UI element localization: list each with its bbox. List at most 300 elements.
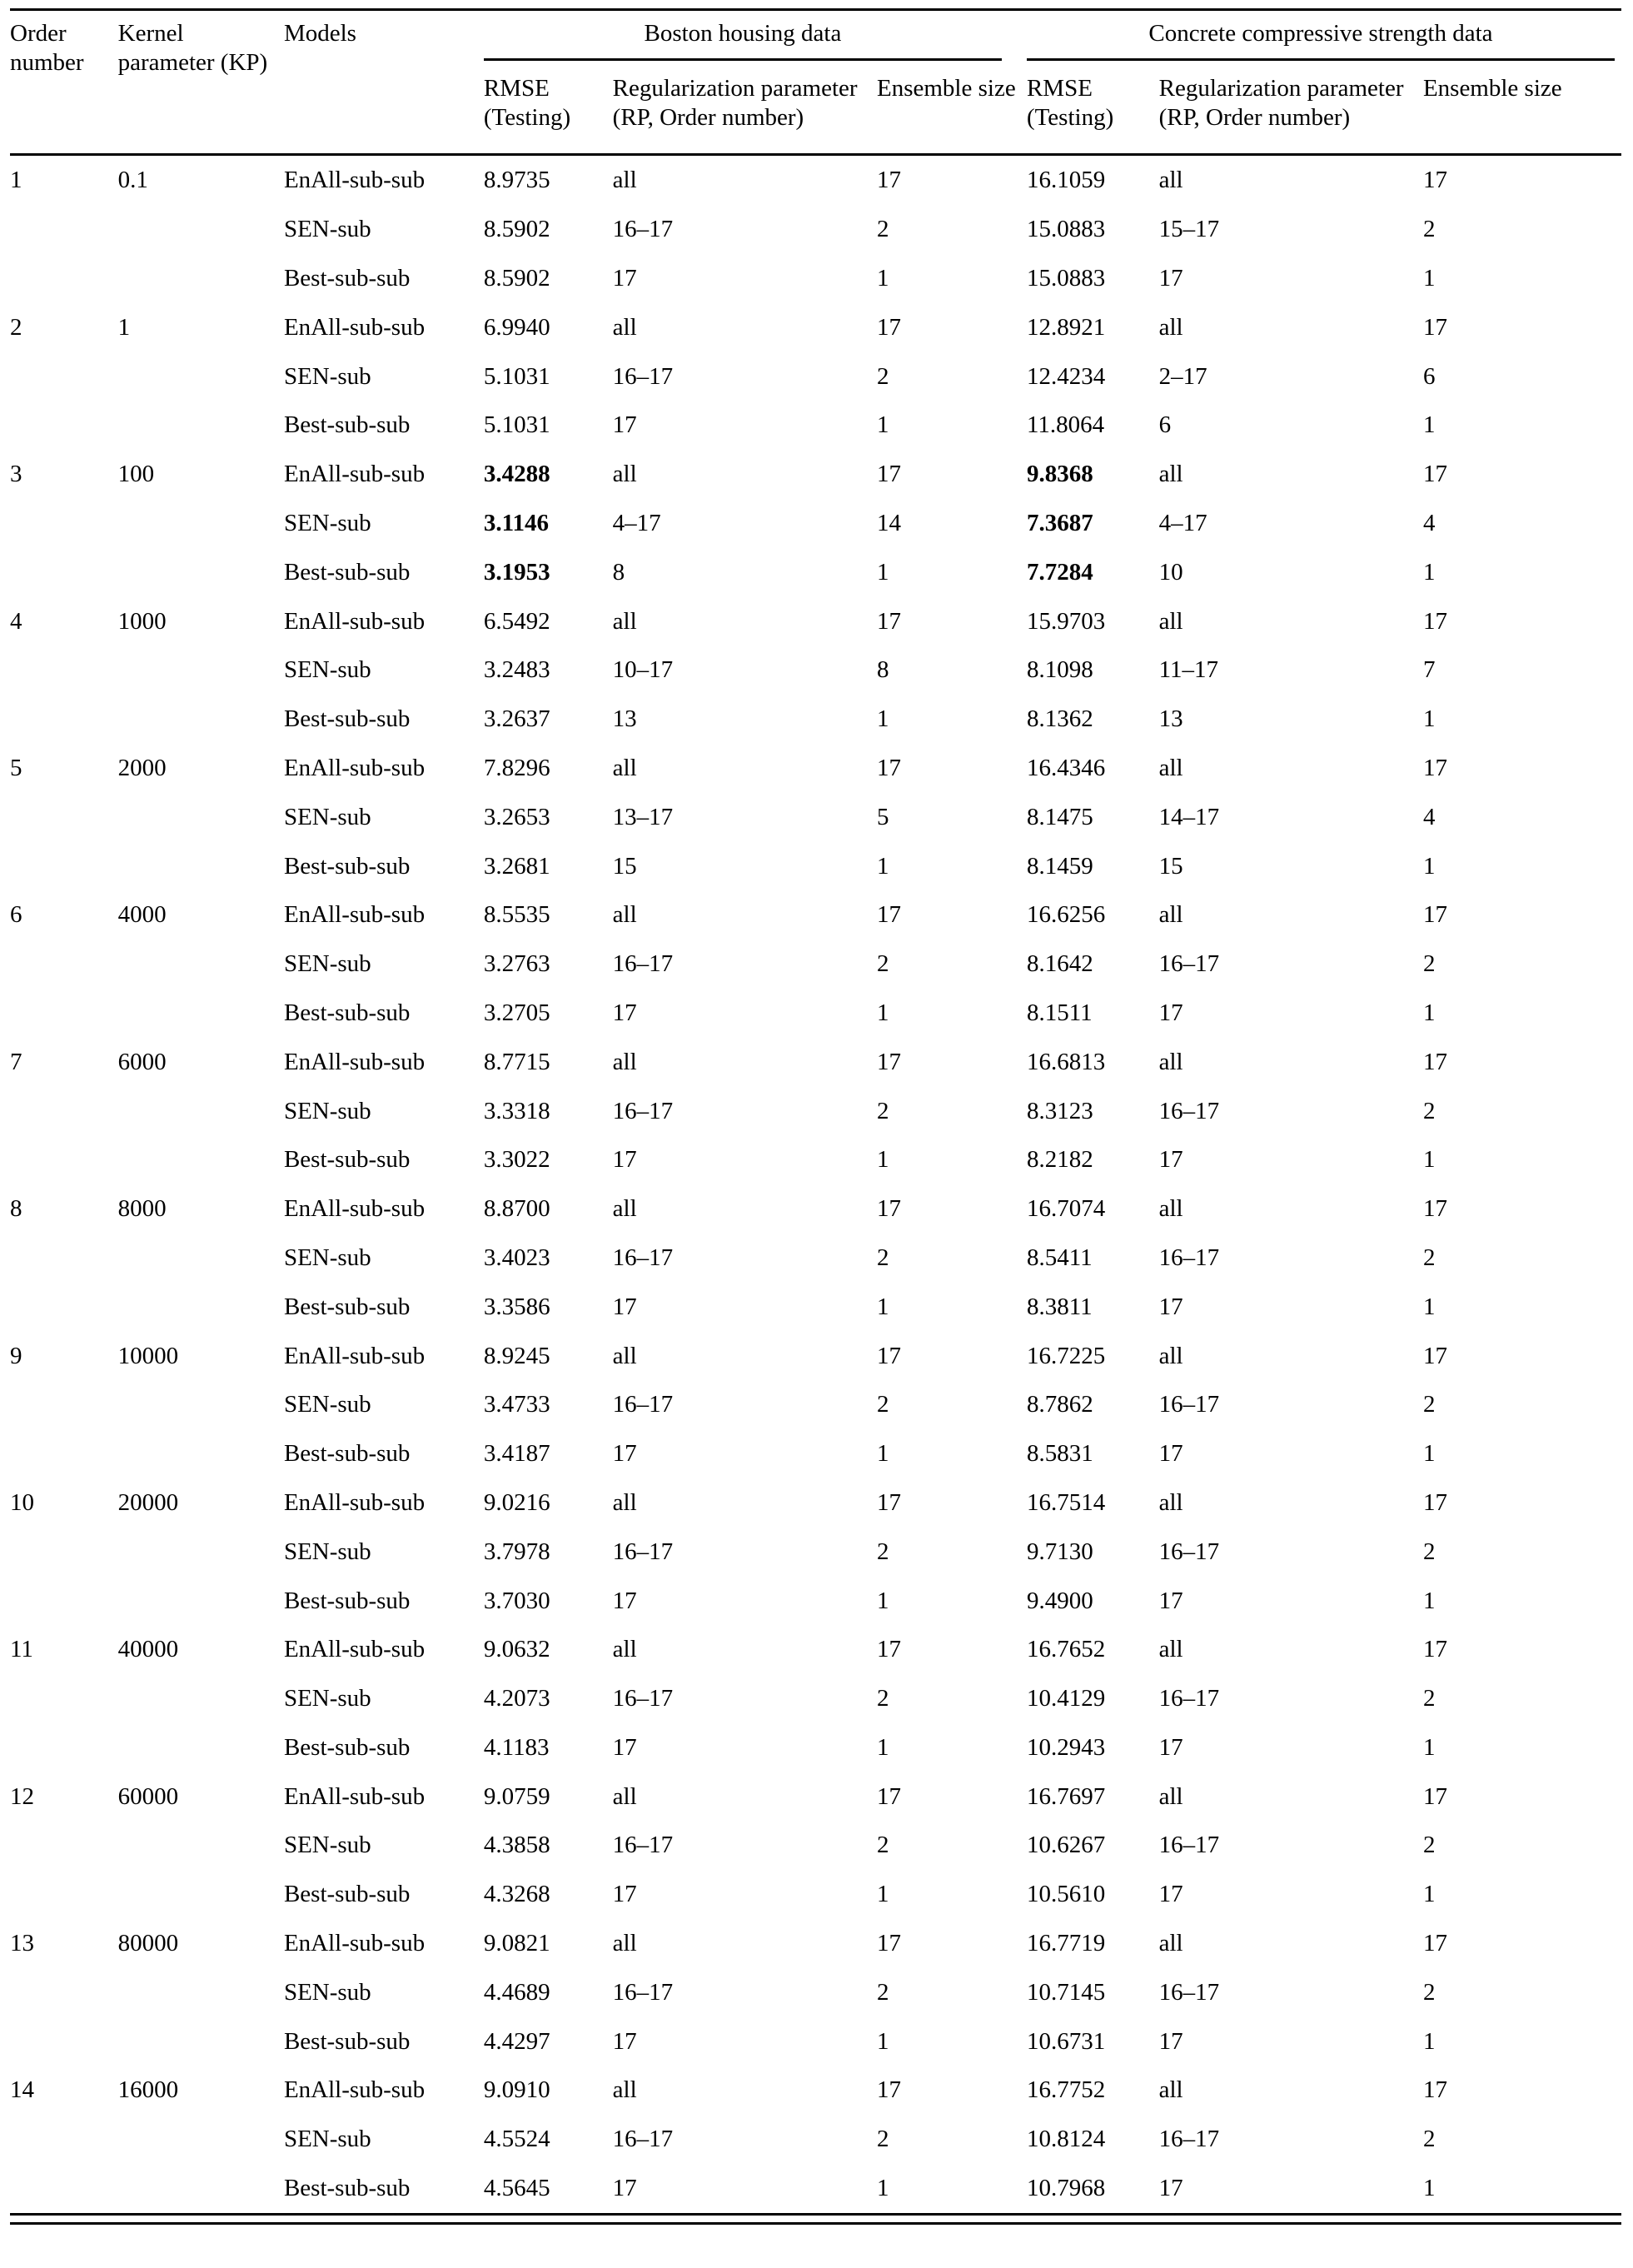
cell-boston-ensemble: 17 — [877, 1195, 901, 1223]
cell-concrete-rmse: 8.5831 — [1026, 1440, 1093, 1468]
cell-model: Best-sub-sub — [283, 264, 411, 292]
cell-boston-ensemble: 2 — [877, 362, 889, 390]
cell-boston-ensemble: 1 — [877, 705, 889, 733]
col-header-boston-rmse: RMSE (Testing) — [484, 61, 613, 155]
cell-concrete-rmse: 15.9703 — [1026, 607, 1106, 635]
cell-concrete-rp: 2–17 — [1158, 362, 1207, 390]
cell-boston-rmse: 3.3022 — [483, 1146, 550, 1174]
cell-order-number: 12 — [10, 1782, 34, 1810]
cell-model: SEN-sub — [283, 216, 371, 243]
cell-boston-rp: all — [612, 1048, 637, 1075]
cell-concrete-rmse: 8.1098 — [1026, 656, 1093, 684]
cell-kernel-parameter — [118, 1870, 284, 1919]
cell-concrete-rmse: 16.1059 — [1026, 167, 1106, 194]
cell-boston-rmse: 3.3586 — [483, 1293, 550, 1320]
cell-boston-rp: all — [612, 754, 637, 781]
cell-order-number — [10, 646, 118, 695]
cell-boston-rmse: 3.2637 — [483, 705, 550, 733]
cell-boston-ensemble: 1 — [877, 2027, 889, 2055]
col-header-order-number: Order number — [10, 10, 118, 155]
cell-kernel-parameter — [118, 499, 284, 548]
cell-model: Best-sub-sub — [283, 2027, 411, 2055]
cell-model: Best-sub-sub — [283, 705, 411, 733]
table-row — [10, 352, 1621, 401]
cell-order-number — [10, 793, 118, 842]
cell-boston-rmse: 3.2653 — [483, 803, 550, 830]
cell-boston-rp: all — [612, 1195, 637, 1223]
cell-concrete-ensemble: 1 — [1422, 411, 1436, 439]
cell-concrete-rp: 16–17 — [1158, 1244, 1220, 1271]
cell-model: Best-sub-sub — [283, 1293, 411, 1320]
cell-boston-rmse: 4.4689 — [483, 1978, 550, 2006]
cell-concrete-ensemble: 1 — [1422, 1146, 1436, 1174]
cell-concrete-ensemble: 2 — [1422, 1244, 1436, 1271]
cell-concrete-rmse: 8.3811 — [1026, 1293, 1093, 1320]
cell-concrete-rmse: 15.0883 — [1026, 264, 1106, 292]
table-row — [10, 1625, 1621, 1674]
cell-boston-ensemble: 14 — [877, 509, 901, 536]
cell-kernel-parameter: 8000 — [117, 1195, 167, 1223]
cell-model: EnAll-sub-sub — [283, 167, 426, 194]
cell-boston-rmse: 8.9735 — [483, 167, 550, 194]
cell-concrete-ensemble: 17 — [1422, 313, 1447, 341]
col-header-kernel-parameter: Kernel parameter (KP) — [118, 10, 284, 155]
cell-boston-rmse: 4.3268 — [483, 1881, 550, 1908]
cell-model: SEN-sub — [283, 2126, 371, 2153]
cell-concrete-ensemble: 17 — [1422, 901, 1447, 929]
cell-concrete-rp: 16–17 — [1158, 2126, 1220, 2153]
cell-order-number: 3 — [10, 461, 22, 488]
cell-concrete-rp: all — [1158, 461, 1183, 488]
cell-model: EnAll-sub-sub — [283, 1488, 426, 1516]
cell-boston-rmse: 4.2073 — [483, 1685, 550, 1712]
cell-order-number — [10, 940, 118, 989]
cell-model: Best-sub-sub — [283, 2175, 411, 2202]
cell-boston-rmse: 9.0821 — [483, 1930, 550, 1957]
cell-concrete-ensemble: 1 — [1422, 558, 1436, 586]
cell-boston-rp: 17 — [612, 1440, 637, 1468]
cell-concrete-ensemble: 1 — [1422, 999, 1436, 1026]
cell-boston-ensemble: 1 — [877, 999, 889, 1026]
cell-concrete-rmse: 15.0883 — [1026, 216, 1106, 243]
cell-kernel-parameter — [118, 646, 284, 695]
table-row — [10, 842, 1621, 891]
cell-model: SEN-sub — [283, 656, 371, 684]
cell-model: SEN-sub — [283, 1685, 371, 1712]
cell-kernel-parameter — [118, 842, 284, 891]
cell-concrete-ensemble: 17 — [1422, 1636, 1447, 1663]
cell-boston-rp: 17 — [612, 411, 637, 439]
cell-boston-ensemble: 2 — [877, 2126, 889, 2153]
cell-concrete-rp: 16–17 — [1158, 1685, 1220, 1712]
paper-table-page — [10, 8, 1621, 2225]
cell-boston-rmse: 3.4288 — [483, 461, 550, 488]
cell-boston-rp: 17 — [612, 1881, 637, 1908]
cell-model: SEN-sub — [283, 362, 371, 390]
cell-concrete-ensemble: 1 — [1422, 2175, 1436, 2202]
cell-model: Best-sub-sub — [283, 558, 411, 586]
cell-boston-ensemble: 1 — [877, 411, 889, 439]
cell-kernel-parameter — [118, 2115, 284, 2164]
cell-model: EnAll-sub-sub — [283, 1782, 426, 1810]
cell-boston-rmse: 3.2483 — [483, 656, 550, 684]
cell-concrete-rmse: 8.1362 — [1026, 705, 1093, 733]
cell-concrete-ensemble: 17 — [1422, 1488, 1447, 1516]
table-header — [10, 10, 1621, 155]
cell-concrete-ensemble: 17 — [1422, 167, 1447, 194]
cell-boston-ensemble: 8 — [877, 656, 889, 684]
cell-boston-ensemble: 2 — [877, 1832, 889, 1859]
cell-order-number: 6 — [10, 901, 22, 929]
cell-order-number — [10, 352, 118, 401]
cell-boston-ensemble: 17 — [877, 313, 901, 341]
table-row — [10, 499, 1621, 548]
cell-concrete-rp: 6 — [1158, 411, 1172, 439]
cell-concrete-ensemble: 1 — [1422, 705, 1436, 733]
cell-kernel-parameter: 1000 — [117, 607, 167, 635]
cell-concrete-rmse: 8.1511 — [1026, 999, 1093, 1026]
cell-boston-ensemble: 17 — [877, 1048, 901, 1075]
cell-kernel-parameter: 0.1 — [117, 167, 148, 194]
cell-concrete-ensemble: 1 — [1422, 1293, 1436, 1320]
cell-boston-ensemble: 1 — [877, 852, 889, 880]
cell-kernel-parameter — [118, 989, 284, 1038]
cell-concrete-rmse: 11.8064 — [1026, 411, 1105, 439]
table-row — [10, 940, 1621, 989]
cell-order-number — [10, 1577, 118, 1626]
table-body — [10, 155, 1621, 2213]
cell-concrete-rp: 17 — [1158, 1881, 1183, 1908]
cell-boston-rmse: 3.4733 — [483, 1391, 550, 1418]
cell-kernel-parameter — [118, 1429, 284, 1478]
cell-concrete-ensemble: 17 — [1422, 1782, 1447, 1810]
cell-boston-rmse: 8.7715 — [483, 1048, 550, 1075]
table-row — [10, 1332, 1621, 1381]
cell-concrete-rp: all — [1158, 1930, 1183, 1957]
cell-model: EnAll-sub-sub — [283, 1342, 426, 1369]
cell-concrete-rp: 16–17 — [1158, 1832, 1220, 1859]
cell-order-number — [10, 2115, 118, 2164]
table-row — [10, 2115, 1621, 2164]
cell-boston-rp: all — [612, 607, 637, 635]
table-row — [10, 1870, 1621, 1919]
cell-boston-ensemble: 1 — [877, 264, 889, 292]
cell-kernel-parameter — [118, 1380, 284, 1429]
cell-boston-rp: 8 — [612, 558, 625, 586]
cell-concrete-rp: all — [1158, 167, 1183, 194]
cell-kernel-parameter — [118, 1723, 284, 1772]
cell-concrete-rp: all — [1158, 1488, 1183, 1516]
cell-model: Best-sub-sub — [283, 852, 411, 880]
cell-order-number — [10, 842, 118, 891]
cell-concrete-rmse: 10.5610 — [1026, 1881, 1106, 1908]
cell-kernel-parameter — [118, 254, 284, 303]
cell-boston-rmse: 7.8296 — [483, 754, 550, 781]
cell-boston-rp: 4–17 — [612, 509, 661, 536]
cell-concrete-rmse: 10.7145 — [1026, 1978, 1106, 2006]
cell-order-number — [10, 1821, 118, 1870]
cell-concrete-rmse: 7.7284 — [1026, 558, 1093, 586]
cell-boston-rp: 17 — [612, 2027, 637, 2055]
cell-order-number: 7 — [10, 1048, 22, 1075]
cell-concrete-ensemble: 2 — [1422, 2126, 1436, 2153]
cell-boston-rmse: 6.9940 — [483, 313, 550, 341]
cell-concrete-rp: all — [1158, 1782, 1183, 1810]
cell-order-number — [10, 1283, 118, 1332]
col-header-boston-rp: Regularization parameter (RP, Order number) — [613, 61, 877, 155]
cell-concrete-ensemble: 17 — [1422, 461, 1447, 488]
cell-kernel-parameter: 80000 — [117, 1930, 179, 1957]
cell-boston-ensemble: 17 — [877, 461, 901, 488]
cell-model: EnAll-sub-sub — [283, 1048, 426, 1075]
cell-model: SEN-sub — [283, 950, 371, 978]
cell-concrete-rp: all — [1158, 901, 1183, 929]
cell-boston-ensemble: 2 — [877, 1244, 889, 1271]
table-row — [10, 1234, 1621, 1283]
cell-boston-rmse: 4.5645 — [483, 2175, 550, 2202]
cell-concrete-rmse: 9.8368 — [1026, 461, 1093, 488]
cell-boston-rp: 13–17 — [612, 803, 674, 830]
cell-kernel-parameter — [118, 401, 284, 450]
cell-model: Best-sub-sub — [283, 411, 411, 439]
cell-order-number — [10, 989, 118, 1038]
cell-concrete-ensemble: 2 — [1422, 216, 1436, 243]
cell-model: Best-sub-sub — [283, 999, 411, 1026]
cell-boston-rmse: 8.5902 — [483, 264, 550, 292]
cell-boston-rmse: 3.7978 — [483, 1538, 550, 1565]
cell-boston-rmse: 3.4023 — [483, 1244, 550, 1271]
cell-concrete-ensemble: 17 — [1422, 607, 1447, 635]
table-row — [10, 597, 1621, 646]
cell-concrete-rmse: 8.1642 — [1026, 950, 1093, 978]
cell-order-number — [10, 1528, 118, 1577]
table-row — [10, 1135, 1621, 1184]
cell-kernel-parameter — [118, 1577, 284, 1626]
cell-concrete-rp: 11–17 — [1158, 656, 1219, 684]
col-header-boston-ensemble: Ensemble size — [877, 61, 1027, 155]
cell-order-number — [10, 1135, 118, 1184]
cell-boston-rmse: 8.5535 — [483, 901, 550, 929]
cell-order-number: 9 — [10, 1342, 22, 1369]
cell-boston-rp: 17 — [612, 999, 637, 1026]
table-row — [10, 1968, 1621, 2017]
table-row — [10, 744, 1621, 793]
table-row — [10, 1038, 1621, 1087]
cell-concrete-rmse: 16.7697 — [1026, 1782, 1106, 1810]
cell-concrete-rp: 17 — [1158, 1587, 1183, 1614]
group-header-boston — [484, 10, 1027, 61]
cell-order-number — [10, 401, 118, 450]
cell-boston-rmse: 8.9245 — [483, 1342, 550, 1369]
cell-boston-ensemble: 1 — [877, 1587, 889, 1614]
cell-kernel-parameter — [118, 1087, 284, 1136]
cell-kernel-parameter — [118, 940, 284, 989]
cell-order-number — [10, 1234, 118, 1283]
table-bottom-rule — [10, 2213, 1621, 2225]
cell-boston-ensemble: 2 — [877, 950, 889, 978]
cell-boston-ensemble: 1 — [877, 1881, 889, 1908]
cell-kernel-parameter: 10000 — [117, 1342, 179, 1369]
cell-concrete-rp: all — [1158, 607, 1183, 635]
cell-boston-rmse: 3.2705 — [483, 999, 550, 1026]
cell-model: EnAll-sub-sub — [283, 1930, 426, 1957]
cell-model: EnAll-sub-sub — [283, 607, 426, 635]
cell-concrete-ensemble: 17 — [1422, 1930, 1447, 1957]
cell-kernel-parameter — [118, 793, 284, 842]
cell-concrete-rmse: 9.4900 — [1026, 1587, 1093, 1614]
cell-boston-rmse: 3.2681 — [483, 852, 550, 880]
cell-kernel-parameter — [118, 1135, 284, 1184]
cell-boston-ensemble: 2 — [877, 1097, 889, 1124]
cell-boston-rmse: 9.0910 — [483, 2076, 550, 2104]
cell-boston-ensemble: 17 — [877, 1930, 901, 1957]
cell-model: Best-sub-sub — [283, 1587, 411, 1614]
cell-concrete-rp: 16–17 — [1158, 1978, 1220, 2006]
cell-concrete-ensemble: 2 — [1422, 1391, 1436, 1418]
table-row — [10, 1821, 1621, 1870]
group-header-concrete-label: Concrete compressive strength data — [1027, 19, 1615, 61]
table-row — [10, 1528, 1621, 1577]
cell-kernel-parameter: 16000 — [117, 2076, 179, 2104]
table-row — [10, 1772, 1621, 1822]
cell-boston-rmse: 9.0632 — [483, 1636, 550, 1663]
cell-boston-rmse: 3.1146 — [483, 509, 550, 536]
cell-boston-ensemble: 17 — [877, 1342, 901, 1369]
cell-boston-rmse: 5.1031 — [483, 411, 550, 439]
cell-order-number: 5 — [10, 754, 22, 781]
cell-concrete-rmse: 16.4346 — [1026, 754, 1106, 781]
cell-concrete-ensemble: 4 — [1422, 803, 1436, 830]
cell-concrete-ensemble: 1 — [1422, 2027, 1436, 2055]
cell-kernel-parameter: 4000 — [117, 901, 167, 929]
table-row — [10, 695, 1621, 744]
cell-concrete-rp: 14–17 — [1158, 803, 1220, 830]
cell-concrete-rp: 17 — [1158, 1440, 1183, 1468]
cell-order-number — [10, 1968, 118, 2017]
cell-order-number: 4 — [10, 607, 22, 635]
table-row — [10, 890, 1621, 940]
cell-concrete-rp: 17 — [1158, 1293, 1183, 1320]
cell-kernel-parameter: 100 — [117, 461, 155, 488]
cell-concrete-rp: all — [1158, 313, 1183, 341]
cell-order-number — [10, 2017, 118, 2066]
table-row — [10, 254, 1621, 303]
cell-concrete-rmse: 10.8124 — [1026, 2126, 1106, 2153]
cell-concrete-rp: 10 — [1158, 558, 1183, 586]
cell-concrete-rp: 17 — [1158, 264, 1183, 292]
cell-model: Best-sub-sub — [283, 1146, 411, 1174]
cell-concrete-ensemble: 2 — [1422, 1685, 1436, 1712]
cell-boston-rp: 16–17 — [612, 1244, 674, 1271]
cell-boston-ensemble: 2 — [877, 1685, 889, 1712]
cell-model: EnAll-sub-sub — [283, 1195, 426, 1223]
cell-kernel-parameter — [118, 548, 284, 597]
table-row — [10, 2017, 1621, 2066]
cell-concrete-rmse: 8.2182 — [1026, 1146, 1093, 1174]
cell-boston-rmse: 9.0759 — [483, 1782, 550, 1810]
cell-concrete-ensemble: 4 — [1422, 509, 1436, 536]
cell-concrete-ensemble: 1 — [1422, 264, 1436, 292]
cell-kernel-parameter: 1 — [117, 313, 131, 341]
cell-order-number — [10, 548, 118, 597]
cell-boston-ensemble: 2 — [877, 1391, 889, 1418]
cell-model: SEN-sub — [283, 1391, 371, 1418]
cell-boston-ensemble: 17 — [877, 607, 901, 635]
cell-boston-ensemble: 2 — [877, 1538, 889, 1565]
cell-concrete-rmse: 12.8921 — [1026, 313, 1106, 341]
table-row — [10, 1283, 1621, 1332]
cell-boston-ensemble: 17 — [877, 901, 901, 929]
table-row — [10, 548, 1621, 597]
cell-boston-rmse: 3.4187 — [483, 1440, 550, 1468]
cell-concrete-ensemble: 1 — [1422, 1733, 1436, 1761]
group-header-concrete — [1027, 10, 1621, 61]
cell-kernel-parameter: 6000 — [117, 1048, 167, 1075]
cell-kernel-parameter: 40000 — [117, 1636, 179, 1663]
cell-order-number — [10, 1674, 118, 1723]
cell-boston-rp: 16–17 — [612, 1685, 674, 1712]
col-header-concrete-ensemble: Ensemble size — [1423, 61, 1621, 155]
cell-kernel-parameter: 20000 — [117, 1488, 179, 1516]
cell-boston-rp: 17 — [612, 264, 637, 292]
cell-model: Best-sub-sub — [283, 1733, 411, 1761]
cell-concrete-rmse: 9.7130 — [1026, 1538, 1093, 1565]
cell-boston-rp: 16–17 — [612, 950, 674, 978]
table-row — [10, 1184, 1621, 1234]
table-row — [10, 1577, 1621, 1626]
cell-boston-rp: all — [612, 1488, 637, 1516]
cell-boston-rmse: 6.5492 — [483, 607, 550, 635]
cell-boston-rp: 16–17 — [612, 1391, 674, 1418]
cell-boston-rp: all — [612, 313, 637, 341]
cell-boston-rmse: 5.1031 — [483, 362, 550, 390]
cell-kernel-parameter: 60000 — [117, 1782, 179, 1810]
group-header-boston-label: Boston housing data — [484, 19, 1002, 61]
cell-boston-rp: all — [612, 1636, 637, 1663]
cell-boston-rp: 16–17 — [612, 1978, 674, 2006]
cell-concrete-rp: all — [1158, 1636, 1183, 1663]
cell-order-number — [10, 1870, 118, 1919]
cell-concrete-rp: all — [1158, 1195, 1183, 1223]
cell-boston-rp: 16–17 — [612, 2126, 674, 2153]
table-row — [10, 2164, 1621, 2213]
table-row — [10, 1478, 1621, 1528]
cell-kernel-parameter — [118, 2164, 284, 2213]
cell-concrete-rmse: 16.7752 — [1026, 2076, 1106, 2104]
table-row — [10, 1429, 1621, 1478]
cell-kernel-parameter — [118, 695, 284, 744]
table-row — [10, 155, 1621, 205]
cell-order-number: 2 — [10, 313, 22, 341]
cell-concrete-rmse: 10.2943 — [1026, 1733, 1106, 1761]
cell-boston-rp: 16–17 — [612, 1097, 674, 1124]
cell-boston-rp: 13 — [612, 705, 637, 733]
cell-concrete-ensemble: 2 — [1422, 1832, 1436, 1859]
cell-boston-rmse: 3.2763 — [483, 950, 550, 978]
cell-concrete-ensemble: 6 — [1422, 362, 1436, 390]
table-row — [10, 793, 1621, 842]
cell-boston-ensemble: 17 — [877, 1636, 901, 1663]
cell-concrete-ensemble: 2 — [1422, 1097, 1436, 1124]
cell-order-number: 11 — [10, 1636, 33, 1663]
cell-boston-rp: 17 — [612, 2175, 637, 2202]
cell-concrete-rmse: 16.7719 — [1026, 1930, 1106, 1957]
table-row — [10, 646, 1621, 695]
cell-concrete-ensemble: 1 — [1422, 1587, 1436, 1614]
cell-kernel-parameter — [118, 352, 284, 401]
cell-concrete-rp: 16–17 — [1158, 1391, 1220, 1418]
cell-concrete-rmse: 16.7514 — [1026, 1488, 1106, 1516]
